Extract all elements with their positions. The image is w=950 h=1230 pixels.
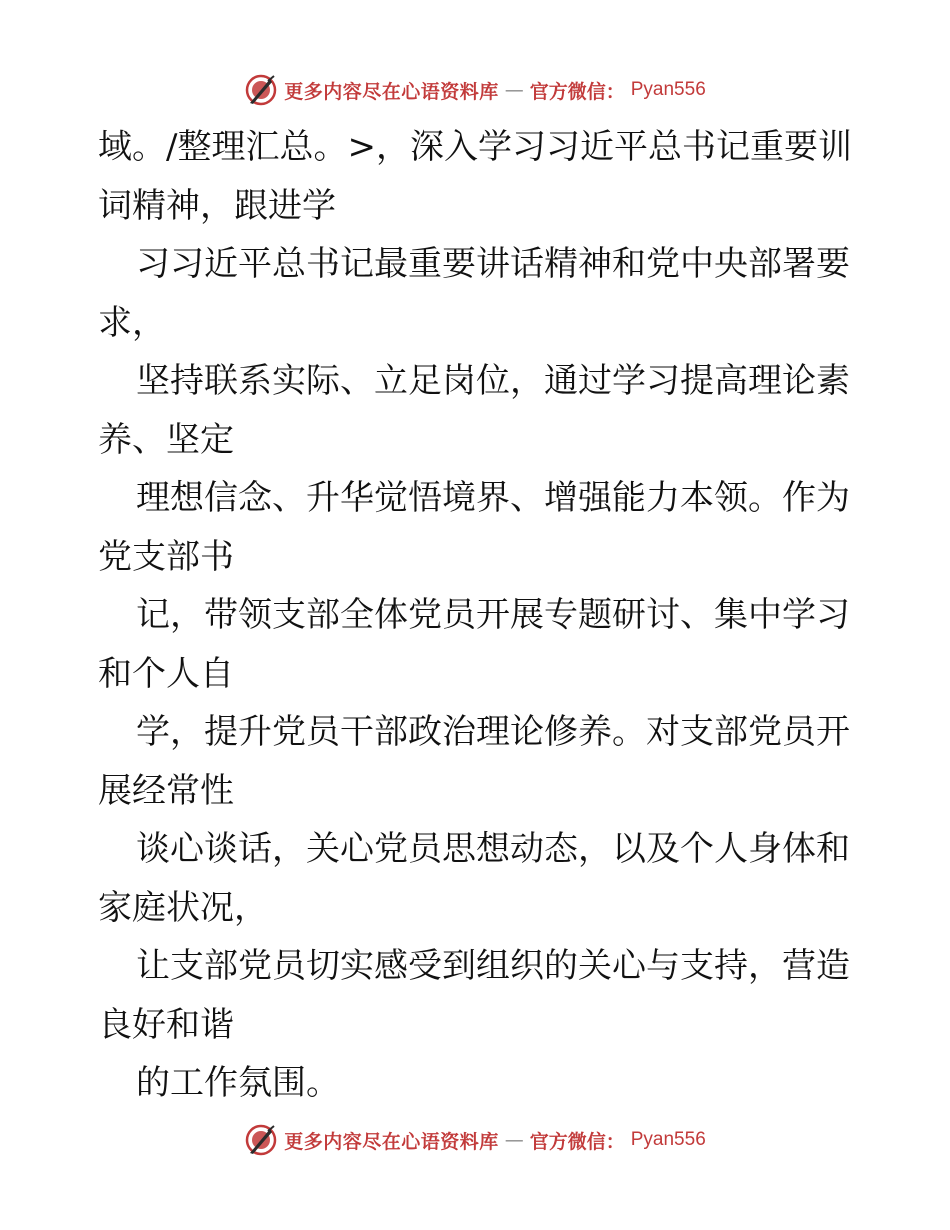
body-line: 和个人自 (98, 653, 234, 694)
body-line: 家庭状况， (98, 887, 268, 928)
banner-wechat-id: Pyan556 (630, 79, 706, 100)
body-line: 党支部书 (98, 536, 234, 577)
banner-wechat-label: 官方微信： (529, 80, 625, 103)
body-line: 记，带领支部全体党员开展专题研讨、集中学习 (136, 595, 850, 635)
banner-wechat-id: Pyan556 (630, 1129, 706, 1150)
body-line: 让支部党员切实感受到组织的关心与支持，营造 (136, 946, 850, 986)
banner-main-text: 更多内容尽在心语资料库 (284, 1130, 499, 1153)
body-line: 良好和谐 (98, 1004, 234, 1045)
banner-wechat-label: 官方微信： (529, 1130, 625, 1153)
quill-badge-icon (244, 1123, 278, 1157)
body-line: 求， (98, 302, 166, 343)
banner-separator: — (504, 79, 524, 101)
body-line: 展经常性 (98, 770, 234, 811)
footer-banner (0, 1120, 950, 1160)
body-line: 理想信念、升华觉悟境界、增强能力本领。作为 (136, 478, 850, 518)
header-banner (0, 70, 950, 110)
body-line: 域。/整理汇总。>，深入学习习近平总书记重要训 (98, 127, 852, 167)
body-line: 词精神，跟进学 (98, 185, 336, 226)
body-line: 谈心谈话，关心党员思想动态，以及个人身体和 (136, 829, 850, 869)
body-line: 养、坚定 (98, 419, 234, 460)
quill-badge-icon (244, 73, 278, 107)
document-body (98, 118, 858, 1113)
banner-separator: — (504, 1129, 524, 1151)
body-line: 的工作氛围。 (136, 1063, 340, 1103)
banner-main-text: 更多内容尽在心语资料库 (284, 80, 499, 103)
body-line: 坚持联系实际、立足岗位，通过学习提高理论素 (136, 361, 850, 401)
body-line: 习习近平总书记最重要讲话精神和党中央部署要 (136, 244, 850, 284)
body-line: 学，提升党员干部政治理论修养。对支部党员开 (136, 712, 850, 752)
